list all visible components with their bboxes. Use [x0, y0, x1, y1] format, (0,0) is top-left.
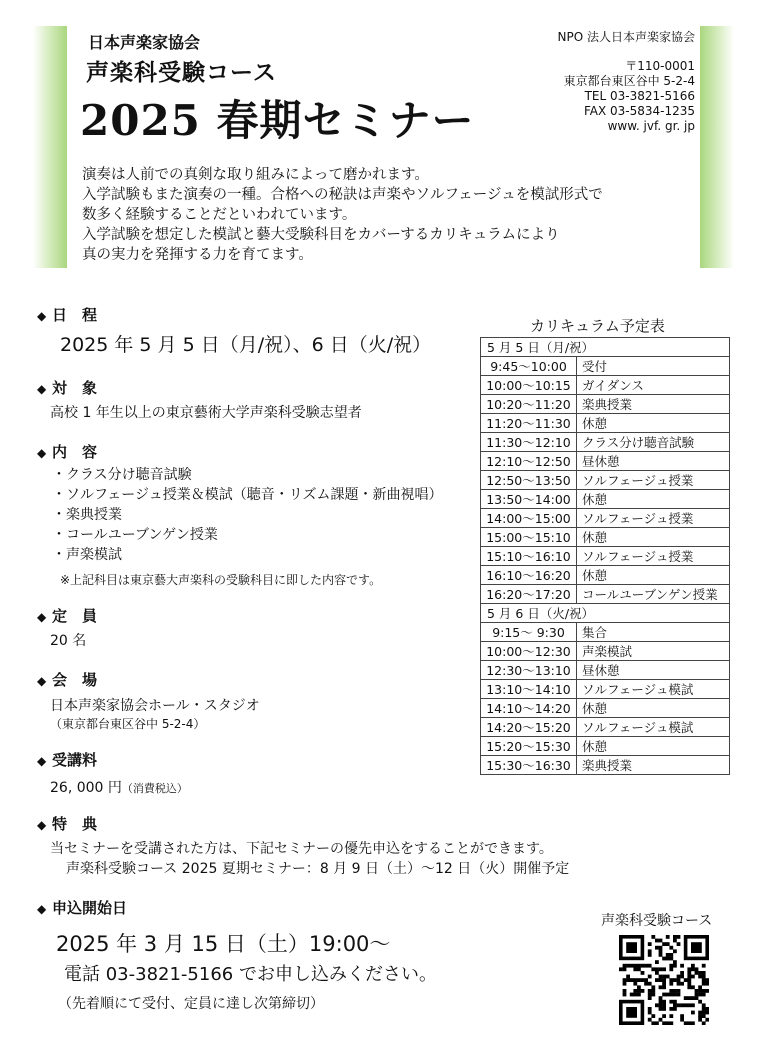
schedule-heading: ◆ 日 程 — [37, 306, 98, 324]
curriculum-day-label: 5 月 6 日（火/祝） — [481, 604, 730, 623]
table-row — [481, 471, 730, 490]
curriculum-time: 12:30～13:10 — [481, 661, 577, 680]
table-row — [481, 509, 730, 528]
curriculum-activity: ガイダンス — [577, 376, 730, 395]
curriculum-caption: カリキュラム予定表 — [530, 317, 665, 335]
qr-code[interactable] — [619, 935, 709, 1025]
curriculum-activity: 楽典授業 — [577, 756, 730, 775]
curriculum-time: 15:20～15:30 — [481, 737, 577, 756]
application-heading: ◆ 申込開始日 — [37, 899, 128, 917]
intro-line: 数多く経験することだといわれています。 — [82, 207, 357, 223]
table-row — [481, 376, 730, 395]
content-note: ※上記科目は東京藝大声楽科の受験科目に即した内容です。 — [60, 573, 382, 587]
table-row — [481, 357, 730, 376]
curriculum-time: 16:20～17:20 — [481, 585, 577, 604]
intro-line: 真の実力を発揮する力を育てます。 — [82, 247, 313, 263]
table-row — [481, 756, 730, 775]
curriculum-activity: コールユーブンゲン授業 — [577, 585, 730, 604]
content-list — [52, 465, 442, 565]
benefit-heading: ◆ 特 典 — [37, 815, 98, 833]
table-row — [481, 452, 730, 471]
curriculum-day-row — [481, 604, 730, 623]
curriculum-time: 11:30～12:10 — [481, 433, 577, 452]
curriculum-activity: 声楽模試 — [577, 642, 730, 661]
curriculum-activity: ソルフェージュ授業 — [577, 547, 730, 566]
curriculum-day-row — [481, 338, 730, 357]
curriculum-time: 14:00～15:00 — [481, 509, 577, 528]
curriculum-time: 12:50～13:50 — [481, 471, 577, 490]
curriculum-activity: 休憩 — [577, 490, 730, 509]
capacity-value: 20 名 — [50, 633, 87, 649]
table-row — [481, 547, 730, 566]
organization-name: 日本声楽家協会 — [88, 33, 201, 52]
curriculum-time: 10:20～11:20 — [481, 395, 577, 414]
curriculum-time: 14:10～14:20 — [481, 699, 577, 718]
intro-text — [82, 165, 692, 265]
target-value: 高校 1 年生以上の東京藝術大学声楽科受験志望者 — [50, 405, 362, 421]
table-row — [481, 490, 730, 509]
capacity-heading: ◆ 定 員 — [37, 607, 98, 625]
contact-block — [545, 30, 695, 134]
list-item: ・コールユーブンゲン授業 — [52, 527, 218, 543]
table-row — [481, 661, 730, 680]
curriculum-activity: 集合 — [577, 623, 730, 642]
curriculum-time: 12:10～12:50 — [481, 452, 577, 471]
curriculum-activity: 休憩 — [577, 699, 730, 718]
intro-line: 入学試験を想定した模試と藝大受験科目をカバーするカリキュラムにより — [82, 227, 560, 243]
curriculum-time: 9:45～10:00 — [481, 357, 577, 376]
target-heading: ◆ 対 象 — [37, 379, 98, 397]
curriculum-activity: 受付 — [577, 357, 730, 376]
schedule-value: 2025 年 5 月 5 日（月/祝）、6 日（火/祝） — [60, 334, 432, 356]
intro-line: 演奏は人前での真剣な取り組みによって磨かれます。 — [82, 167, 429, 183]
curriculum-activity: クラス分け聴音試験 — [577, 433, 730, 452]
curriculum-activity: ソルフェージュ模試 — [577, 680, 730, 699]
curriculum-activity: 休憩 — [577, 414, 730, 433]
page-title: 2025 春期セミナー — [80, 96, 475, 145]
venue-address: （東京都台東区谷中 5-2-4） — [50, 717, 206, 731]
contact-postal: 〒110-0001 — [625, 59, 695, 73]
application-note: （先着順にて受付、定員に達し次第締切） — [58, 996, 324, 1012]
contact-org: NPO 法人日本声楽家協会 — [557, 30, 695, 44]
table-row — [481, 737, 730, 756]
content-heading: ◆ 内 容 — [37, 443, 98, 461]
table-row — [481, 414, 730, 433]
fee-amount: 26, 000 円 — [50, 780, 122, 796]
curriculum-table — [480, 337, 730, 775]
curriculum-activity: 昼休憩 — [577, 452, 730, 471]
curriculum-activity: 休憩 — [577, 737, 730, 756]
qr-code-icon — [619, 935, 709, 1025]
fee-line — [50, 777, 188, 797]
curriculum-time: 15:00～15:10 — [481, 528, 577, 547]
list-item: ・ソルフェージュ授業＆模試（聴音・リズム課題・新曲視唱） — [52, 487, 443, 503]
contact-address: 東京都台東区谷中 5-2-4 — [563, 74, 695, 88]
curriculum-activity: ソルフェージュ授業 — [577, 471, 730, 490]
table-row — [481, 699, 730, 718]
contact-web[interactable]: www. jvf. gr. jp — [607, 119, 695, 133]
curriculum-time: 16:10～16:20 — [481, 566, 577, 585]
benefit-line2: 声楽科受験コース 2025 夏期セミナー：8 月 9 日（土）～12 日（火）開催予定 — [66, 861, 570, 877]
right-green-band — [700, 26, 734, 268]
table-row — [481, 680, 730, 699]
curriculum-activity: 楽典授業 — [577, 395, 730, 414]
application-phone: 電話 03-3821-5166 でお申し込みください。 — [64, 964, 437, 985]
list-item: ・クラス分け聴音試験 — [52, 467, 192, 483]
left-green-band — [33, 26, 67, 268]
curriculum-time: 10:00～10:15 — [481, 376, 577, 395]
table-row — [481, 623, 730, 642]
curriculum-time: 15:30～16:30 — [481, 756, 577, 775]
curriculum-time: 13:10～14:10 — [481, 680, 577, 699]
curriculum-time: 13:50～14:00 — [481, 490, 577, 509]
table-row — [481, 642, 730, 661]
intro-line: 入学試験もまた演奏の一種。合格への秘訣は声楽やソルフェージュを模試形式で — [82, 187, 603, 203]
curriculum-activity: ソルフェージュ模試 — [577, 718, 730, 737]
list-item: ・声楽模試 — [52, 547, 122, 563]
list-item: ・楽典授業 — [52, 507, 122, 523]
table-row — [481, 585, 730, 604]
table-row — [481, 528, 730, 547]
curriculum-time: 14:20～15:20 — [481, 718, 577, 737]
qr-label: 声楽科受験コース — [601, 913, 713, 929]
contact-tel: TEL 03-3821-5166 — [584, 89, 695, 103]
venue-heading: ◆ 会 場 — [37, 671, 98, 689]
curriculum-activity: ソルフェージュ授業 — [577, 509, 730, 528]
table-row — [481, 718, 730, 737]
curriculum-day-label: 5 月 5 日（月/祝） — [481, 338, 730, 357]
curriculum-time: 10:00～12:30 — [481, 642, 577, 661]
table-row — [481, 395, 730, 414]
contact-fax: FAX 03-5834-1235 — [583, 104, 695, 118]
curriculum-activity: 休憩 — [577, 566, 730, 585]
curriculum-activity: 昼休憩 — [577, 661, 730, 680]
curriculum-time: 11:20～11:30 — [481, 414, 577, 433]
table-row — [481, 433, 730, 452]
course-name: 声楽科受験コース — [86, 60, 277, 86]
benefit-line1: 当セミナーを受講された方は、下記セミナーの優先申込をすることができます。 — [50, 841, 553, 857]
curriculum-activity: 休憩 — [577, 528, 730, 547]
venue-name: 日本声楽家協会ホール・スタジオ — [50, 698, 260, 714]
curriculum-time: 9:15～ 9:30 — [481, 623, 577, 642]
application-date: 2025 年 3 月 15 日（土）19:00～ — [56, 932, 391, 956]
fee-tax: （消費税込） — [121, 782, 188, 795]
table-row — [481, 566, 730, 585]
curriculum-time: 15:10～16:10 — [481, 547, 577, 566]
fee-heading: ◆ 受講料 — [37, 751, 98, 769]
